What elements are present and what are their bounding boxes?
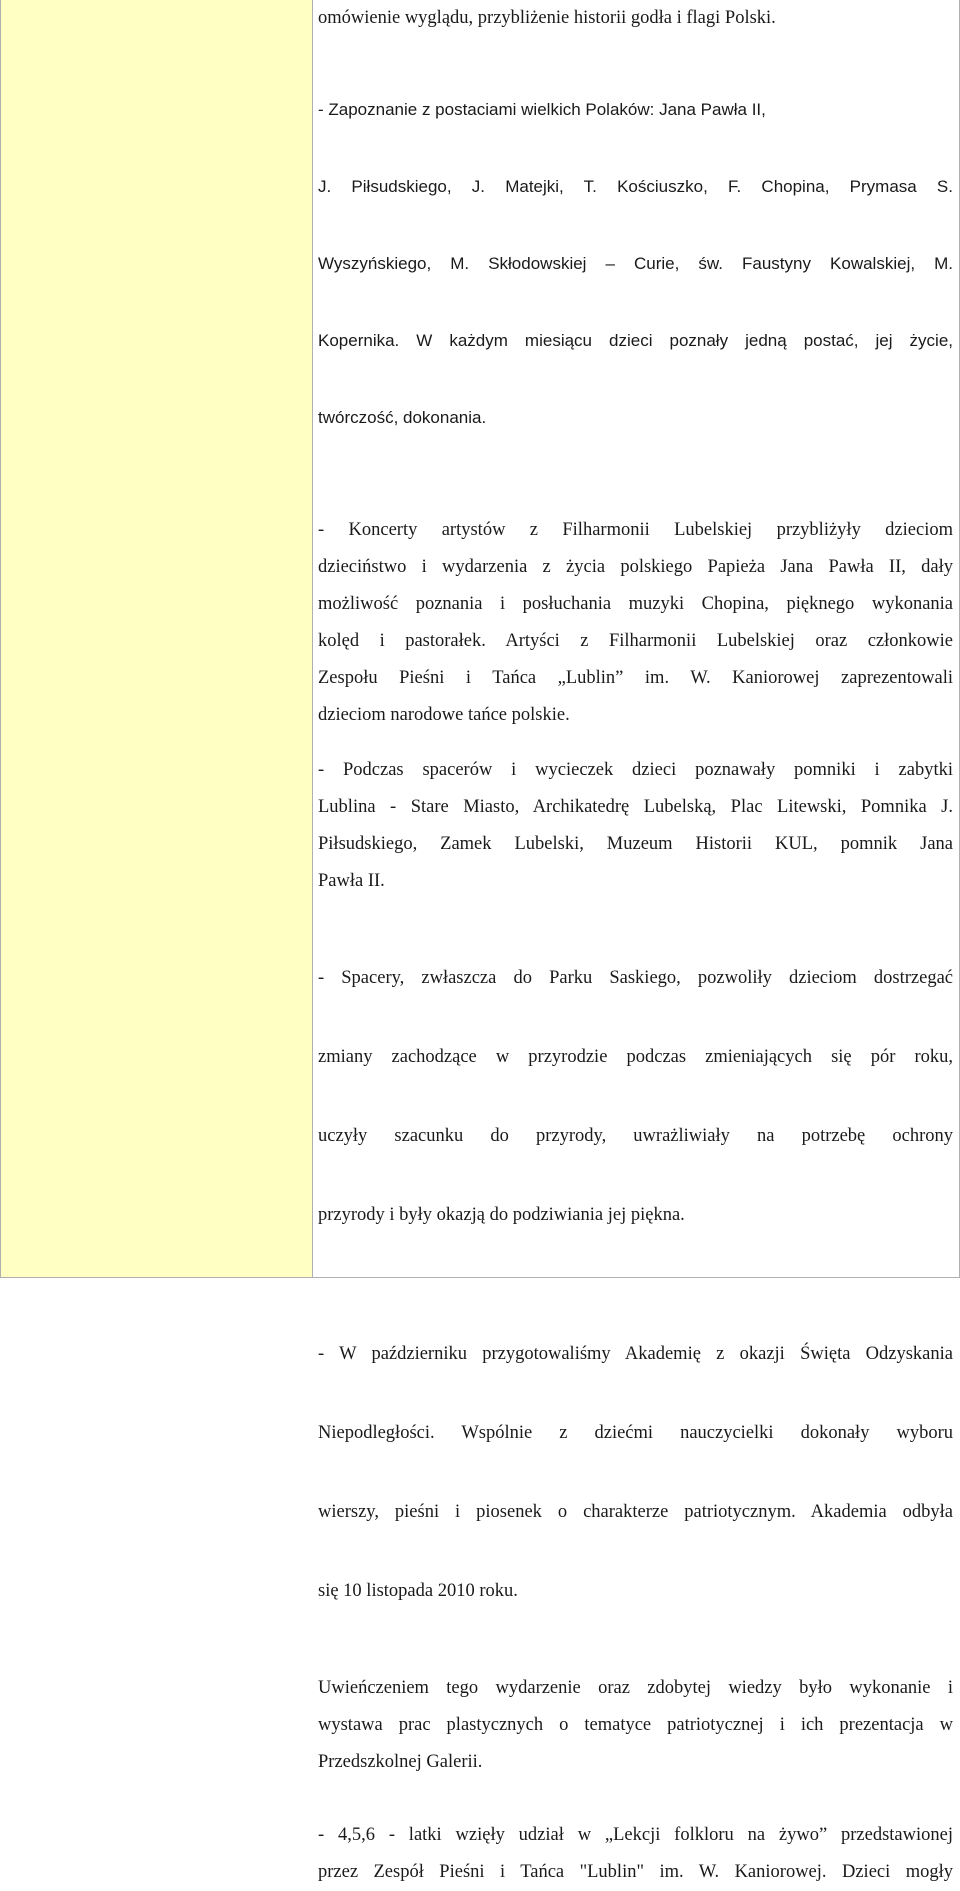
text-line: Piłsudskiego, Zamek Lubelski, Muzeum Historii KUL, pomnik Jana [318,834,953,854]
text-line: Uwieńczeniem tego wydarzenie oraz zdobytej wiedzy było wykonanie i [318,1678,953,1698]
text-line: Niepodległości. Wspólnie z dziećmi nauczycielki dokonały wyboru [318,1423,953,1443]
text-line: - Podczas spacerów i wycieczek dzieci poznawały pomniki i zabytki [318,760,953,780]
text-line: Pawła II. [318,871,385,891]
paragraph [318,918,953,1276]
text-line: Kopernika. W każdym miesiącu dzieci poznały jedną postać, jej życie, [318,331,953,350]
paragraph [318,51,953,476]
text-line: Wyszyńskiego, M. Skłodowskiej – Curie, św. Faustyny Kowalskiej, M. [318,254,953,273]
left-column-cell [0,0,312,1278]
text-line: - 4,5,6 - latki wzięły udział w „Lekcji folkloru na żywo” przedstawionej [318,1825,953,1845]
text-line: - W październiku przygotowaliśmy Akademię z okazji Święta Odzyskania [318,1344,953,1364]
text-line: dzieciom narodowe tańce polskie. [318,705,570,725]
text-line: Zespołu Pieśni i Tańca „Lublin” im. W. Kaniorowej zaprezentowali [318,668,953,688]
text-line: kolęd i pastorałek. Artyści z Filharmonii Lubelskiej oraz członkowie [318,631,953,651]
paragraph [318,1817,953,1891]
text-line: przyrody i były okazją do podziwiania jej piękna. [318,1205,685,1225]
text-line: - Spacery, zwłaszcza do Parku Saskiego, pozwoliły dzieciom dostrzegać [318,968,953,988]
text-line: omówienie wyglądu, przybliżenie historii godła i flagi Polski. [318,8,776,28]
text-line: Lublina - Stare Miasto, Archikatedrę Lubelską, Plac Litewski, Pomnika J. [318,797,953,817]
text-line: J. Piłsudskiego, J. Matejki, T. Kościuszko, F. Chopina, Prymasa S. [318,177,953,196]
paragraph [318,1670,953,1781]
text-line: się 10 listopada 2010 roku. [318,1581,518,1601]
text-line: możliwość poznania i posłuchania muzyki Chopina, pięknego wykonania [318,594,953,614]
text-line: wierszy, pieśni i piosenek o charakterze patriotycznym. Akademia odbyła [318,1502,953,1522]
text-line: dzieciństwo i wydarzenia z życia polskiego Papieża Jana Pawła II, dały [318,557,953,577]
text-line: zmiany zachodzące w przyrodzie podczas zmieniających się pór roku, [318,1047,953,1067]
text-line: Przedszkolnej Galerii. [318,1752,483,1772]
text-line: uczyły szacunku do przyrody, uwrażliwiały na potrzebę ochrony [318,1126,953,1146]
text-line: wystawa prac plastycznych o tematyce patriotycznej i ich prezentacja w [318,1715,953,1735]
text-line: twórczość, dokonania. [318,408,487,427]
text-line: przez Zespół Pieśni i Tańca "Lublin" im. W. Kaniorowej. Dzieci mogły [318,1862,953,1882]
text-line: - Zapoznanie z postaciami wielkich Polaków: Jana Pawła II, [318,100,766,119]
paragraph [318,1294,953,1652]
text-line: - Koncerty artystów z Filharmonii Lubelskiej przybliżyły dzieciom [318,520,953,540]
paragraph [318,0,953,37]
content-cell [312,0,960,1882]
paragraph [318,752,953,900]
paragraph [318,512,953,734]
